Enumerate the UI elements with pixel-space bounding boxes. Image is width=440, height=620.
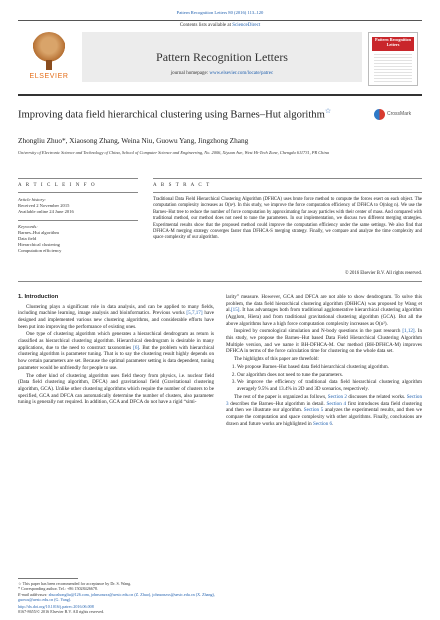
keywords-label: Keywords: xyxy=(18,224,38,229)
paragraph-text: One type of clustering algorithm which generates a hierarchical dendrogram as return is classified as hierarchical clustering algorithm. Hierarchical dendrogram is desirable in many applications, due to the need to construct taxonomies xyxy=(18,331,214,351)
keyword-item: Data field xyxy=(18,236,37,242)
paragraph-text: analyzes the experimental results, and then we compare the computation and space complexity with other algorithms. Finally, conclusions are drawn and future works are highlighted in xyxy=(226,407,422,427)
citation-link[interactable]: [6] xyxy=(133,344,140,351)
highlight-item: 1. We propose Barnes–Hut based data field hierarchical clustering algorithm. xyxy=(237,364,422,371)
keyword-item: Barnes–Hut algorithm xyxy=(18,230,59,236)
journal-band xyxy=(82,32,362,82)
email-links[interactable]: zhuozhongliu@126.com, johnsonzxs@uestc.edu.cn (Z. Zhuo), johnsonzxs@uestc.edu.cn (X. Zhang), guowu@uestc.edu.cn (G. Yang). xyxy=(18,591,215,602)
doi-link[interactable]: http://dx.doi.org/10.1016/j.patrec.2016.06.008 xyxy=(18,604,94,610)
section-link[interactable]: Section 3 xyxy=(226,394,422,407)
article-info-heading: A R T I C L E I N F O xyxy=(18,183,97,188)
article-title-text: Improving data field hierarchical clustering using Barnes–Hut algorithm xyxy=(18,109,325,121)
journal-masthead xyxy=(18,20,422,96)
body-right-column xyxy=(226,294,422,429)
paragraph-text: larity” measure. However, GCA and DFCA are not able to show dendrogram. To solve this problem, the data field hierarchical clustering algorithm (DHHCA) was proposed by Wang et al. xyxy=(226,294,422,314)
paragraph-text: discusses the related works. xyxy=(346,394,407,401)
journal-cover-thumbnail xyxy=(368,32,418,86)
body-left-column xyxy=(18,294,214,407)
article-title xyxy=(18,104,348,123)
elsevier-tree-trunk xyxy=(46,60,52,70)
body-paragraph xyxy=(18,331,214,371)
footnote-emails xyxy=(18,592,218,603)
footnote-rule xyxy=(18,578,78,579)
footnote-recommendation: ☆ This paper has been recommended for acceptance by Dr. S. Wang. xyxy=(18,581,132,586)
author-list: Zhongliu Zhuo*, Xiaosong Zhang, Weina Niu, Guowu Yang, Jingzhong Zhang xyxy=(18,136,249,145)
paragraph-text: . xyxy=(332,420,334,427)
footnote-corresponding: * Corresponding author. Tel.: +86 15028426678. xyxy=(18,586,98,592)
abstract-rule-2 xyxy=(153,192,422,193)
masthead-top-rule xyxy=(18,20,422,21)
body-paragraph xyxy=(18,304,214,331)
received-date: Received 2 November 2015 xyxy=(18,203,70,209)
section-link[interactable]: Section 6 xyxy=(313,420,333,427)
sciencedirect-link[interactable]: ScienceDirect xyxy=(232,23,261,28)
body-paragraph: The highlights of this paper are threefold: xyxy=(234,356,319,363)
article-info-rule-2 xyxy=(18,192,138,193)
abstract-rule xyxy=(153,178,422,179)
paragraph-text: Clustering plays a significant role in data analysis, and can be applied to many fields, including machine learning, image analysis and bioinformatics. Previous works xyxy=(18,303,214,317)
keywords-rule xyxy=(18,220,138,221)
title-footnote-marker[interactable]: ☆ xyxy=(324,107,332,115)
crossmark-button[interactable] xyxy=(374,108,420,122)
citation-link[interactable]: [5,7,17] xyxy=(186,310,203,317)
highlight-item: 3. We improve the efficiency of traditional data field hierarchical clustering algorithm averagely 9.5% and 13.4% in 2D and 3D scenarios, respectively. xyxy=(237,379,422,392)
journal-title: Pattern Recognition Letters xyxy=(156,50,288,64)
paragraph-text: . In this study, we propose the Barnes–Hut based Data Field Hierarchical Clustering Algorithm Multiple version, and we name it BH-DFHCA-M. Our method (BH-DFHCA-M) improves DFHCA in terms of the force calculation time for clustering on the whole data set. xyxy=(226,328,422,355)
citation-link[interactable]: [15] xyxy=(230,307,240,314)
keyword-item: Computation efficiency xyxy=(18,248,62,254)
paragraph-text: have designed and implemented various new clustering algorithms, and considerable efforts have been put into improving the performance of existing ones. xyxy=(18,310,215,330)
highlights-list xyxy=(237,364,422,392)
paragraph-text: . But the problem with hierarchical clustering algorithm is parameter tuning. That is to say the clustering result highly depends on how certain parameters are set. Because the optimal parameter setting is data dependent, tuning parameter would be unfriendly for people to use. xyxy=(18,344,214,371)
paragraph-text: first introduces data field clustering and then we illustrate our algorithm. xyxy=(226,400,422,414)
introduction-heading: 1. Introduction xyxy=(18,294,59,300)
affiliation: University of Electronic Science and Technology of China, School of Computer Science and Engineering, No. 2006, Xiyuan Ave, West Hi-Tech Zone, Chengdu 611731, PR China xyxy=(18,150,329,155)
article-info-rule xyxy=(18,178,138,179)
running-head: Pattern Recognition Letters 80 (2016) 113–120 xyxy=(176,10,264,15)
elsevier-wordmark: ELSEVIER xyxy=(29,73,69,80)
paragraph-text: The other kind of clustering algorithm uses field theory from physics, i.e. nuclear field (Data field clustering algorithm, DFCA) and gravitational field (Gravitational clustering algorithm, GCA). Unlike other clustering algorithms which require the number of clusters to be specified, GCA and DFCA can automatically determine the number of clusters, also parameter tuning is generally not required. In addition, GCA and DFCA do not have a rigid “simi- xyxy=(18,372,214,406)
abstract-heading: A B S T R A C T xyxy=(153,183,211,188)
contents-prefix: Contents lists available at xyxy=(179,23,233,28)
issn-line: 0167-8655/© 2016 Elsevier B.V. All rights reserved. xyxy=(18,609,105,615)
abstract-copyright: © 2016 Elsevier B.V. All rights reserved. xyxy=(344,271,422,276)
article-history xyxy=(18,197,138,215)
body-paragraph xyxy=(226,294,422,327)
emails-label: E-mail addresses: xyxy=(18,591,49,597)
footnotes xyxy=(18,581,218,615)
paragraph-text: The rest of the paper is organized as follows, xyxy=(234,394,328,401)
cover-body xyxy=(374,54,412,82)
body-paragraph xyxy=(226,328,422,355)
contents-line xyxy=(18,23,422,28)
keywords-block xyxy=(18,224,138,254)
keyword-item: Hierarchical clustering xyxy=(18,242,60,248)
body-paragraph xyxy=(18,373,214,406)
section-link[interactable]: Section 2 xyxy=(327,394,347,401)
homepage-link[interactable]: www.elsevier.com/locate/patrec xyxy=(209,71,274,76)
abstract-end-rule xyxy=(18,281,422,282)
paragraph-text: describes the Barnes–Hut algorithm in detail. xyxy=(228,400,327,407)
paragraph-text: . It has advantages both from traditional agglomerative hierarchical clustering algorithm (Agglom, Hiera) and from traditional gravitational clustering algorithm (GCA). But all the above algorithms have a high force computation complexity increases as O(n²). xyxy=(226,307,422,327)
cover-title: Pattern Recognition Letters xyxy=(375,37,411,47)
crossmark-label: CrossMark xyxy=(387,111,412,117)
abstract-text: Traditional Data Field Hierarchical Clustering Algorithm (DFHCA) uses brute force method to compute the forces exert on each object. The computation complexity increases as O(n²). In this study, we improve the force computation efficiency of DFHCA to O(nlog n). We use the Barnes–Hut tree to reduce the number of force computation by approximating far away particles with their center of mass. And compared with traditional method, our method does not need to tune the parameters. In our implementation, we discuss two different merging strategies. Experimental results show that the proposed method could improve the computation efficiency under the same settings. We also find that DFHCA-M merging strategy converges faster than DFHCA-S merging strategy. Finally, we compare and analyze the time complexity and space complexity of our algorithm. xyxy=(153,197,422,241)
masthead-bottom-rule xyxy=(18,94,422,96)
highlight-item: 2. Our algorithm does not need to tune the parameters. xyxy=(237,372,422,379)
journal-homepage xyxy=(82,71,362,76)
elsevier-logo xyxy=(22,32,76,82)
history-label: Article history: xyxy=(18,197,46,202)
available-date: Available online 24 June 2016 xyxy=(18,209,74,215)
body-paragraph xyxy=(226,394,422,427)
homepage-prefix: journal homepage: xyxy=(170,71,210,76)
crossmark-icon xyxy=(374,109,385,120)
paragraph-text: Inspired by cosmological simulation and N-body questions in the past research xyxy=(234,328,403,335)
section-link[interactable]: Section 5 xyxy=(303,407,324,414)
citation-link[interactable]: [1,12] xyxy=(402,328,415,335)
section-link[interactable]: Section 4 xyxy=(326,400,347,407)
